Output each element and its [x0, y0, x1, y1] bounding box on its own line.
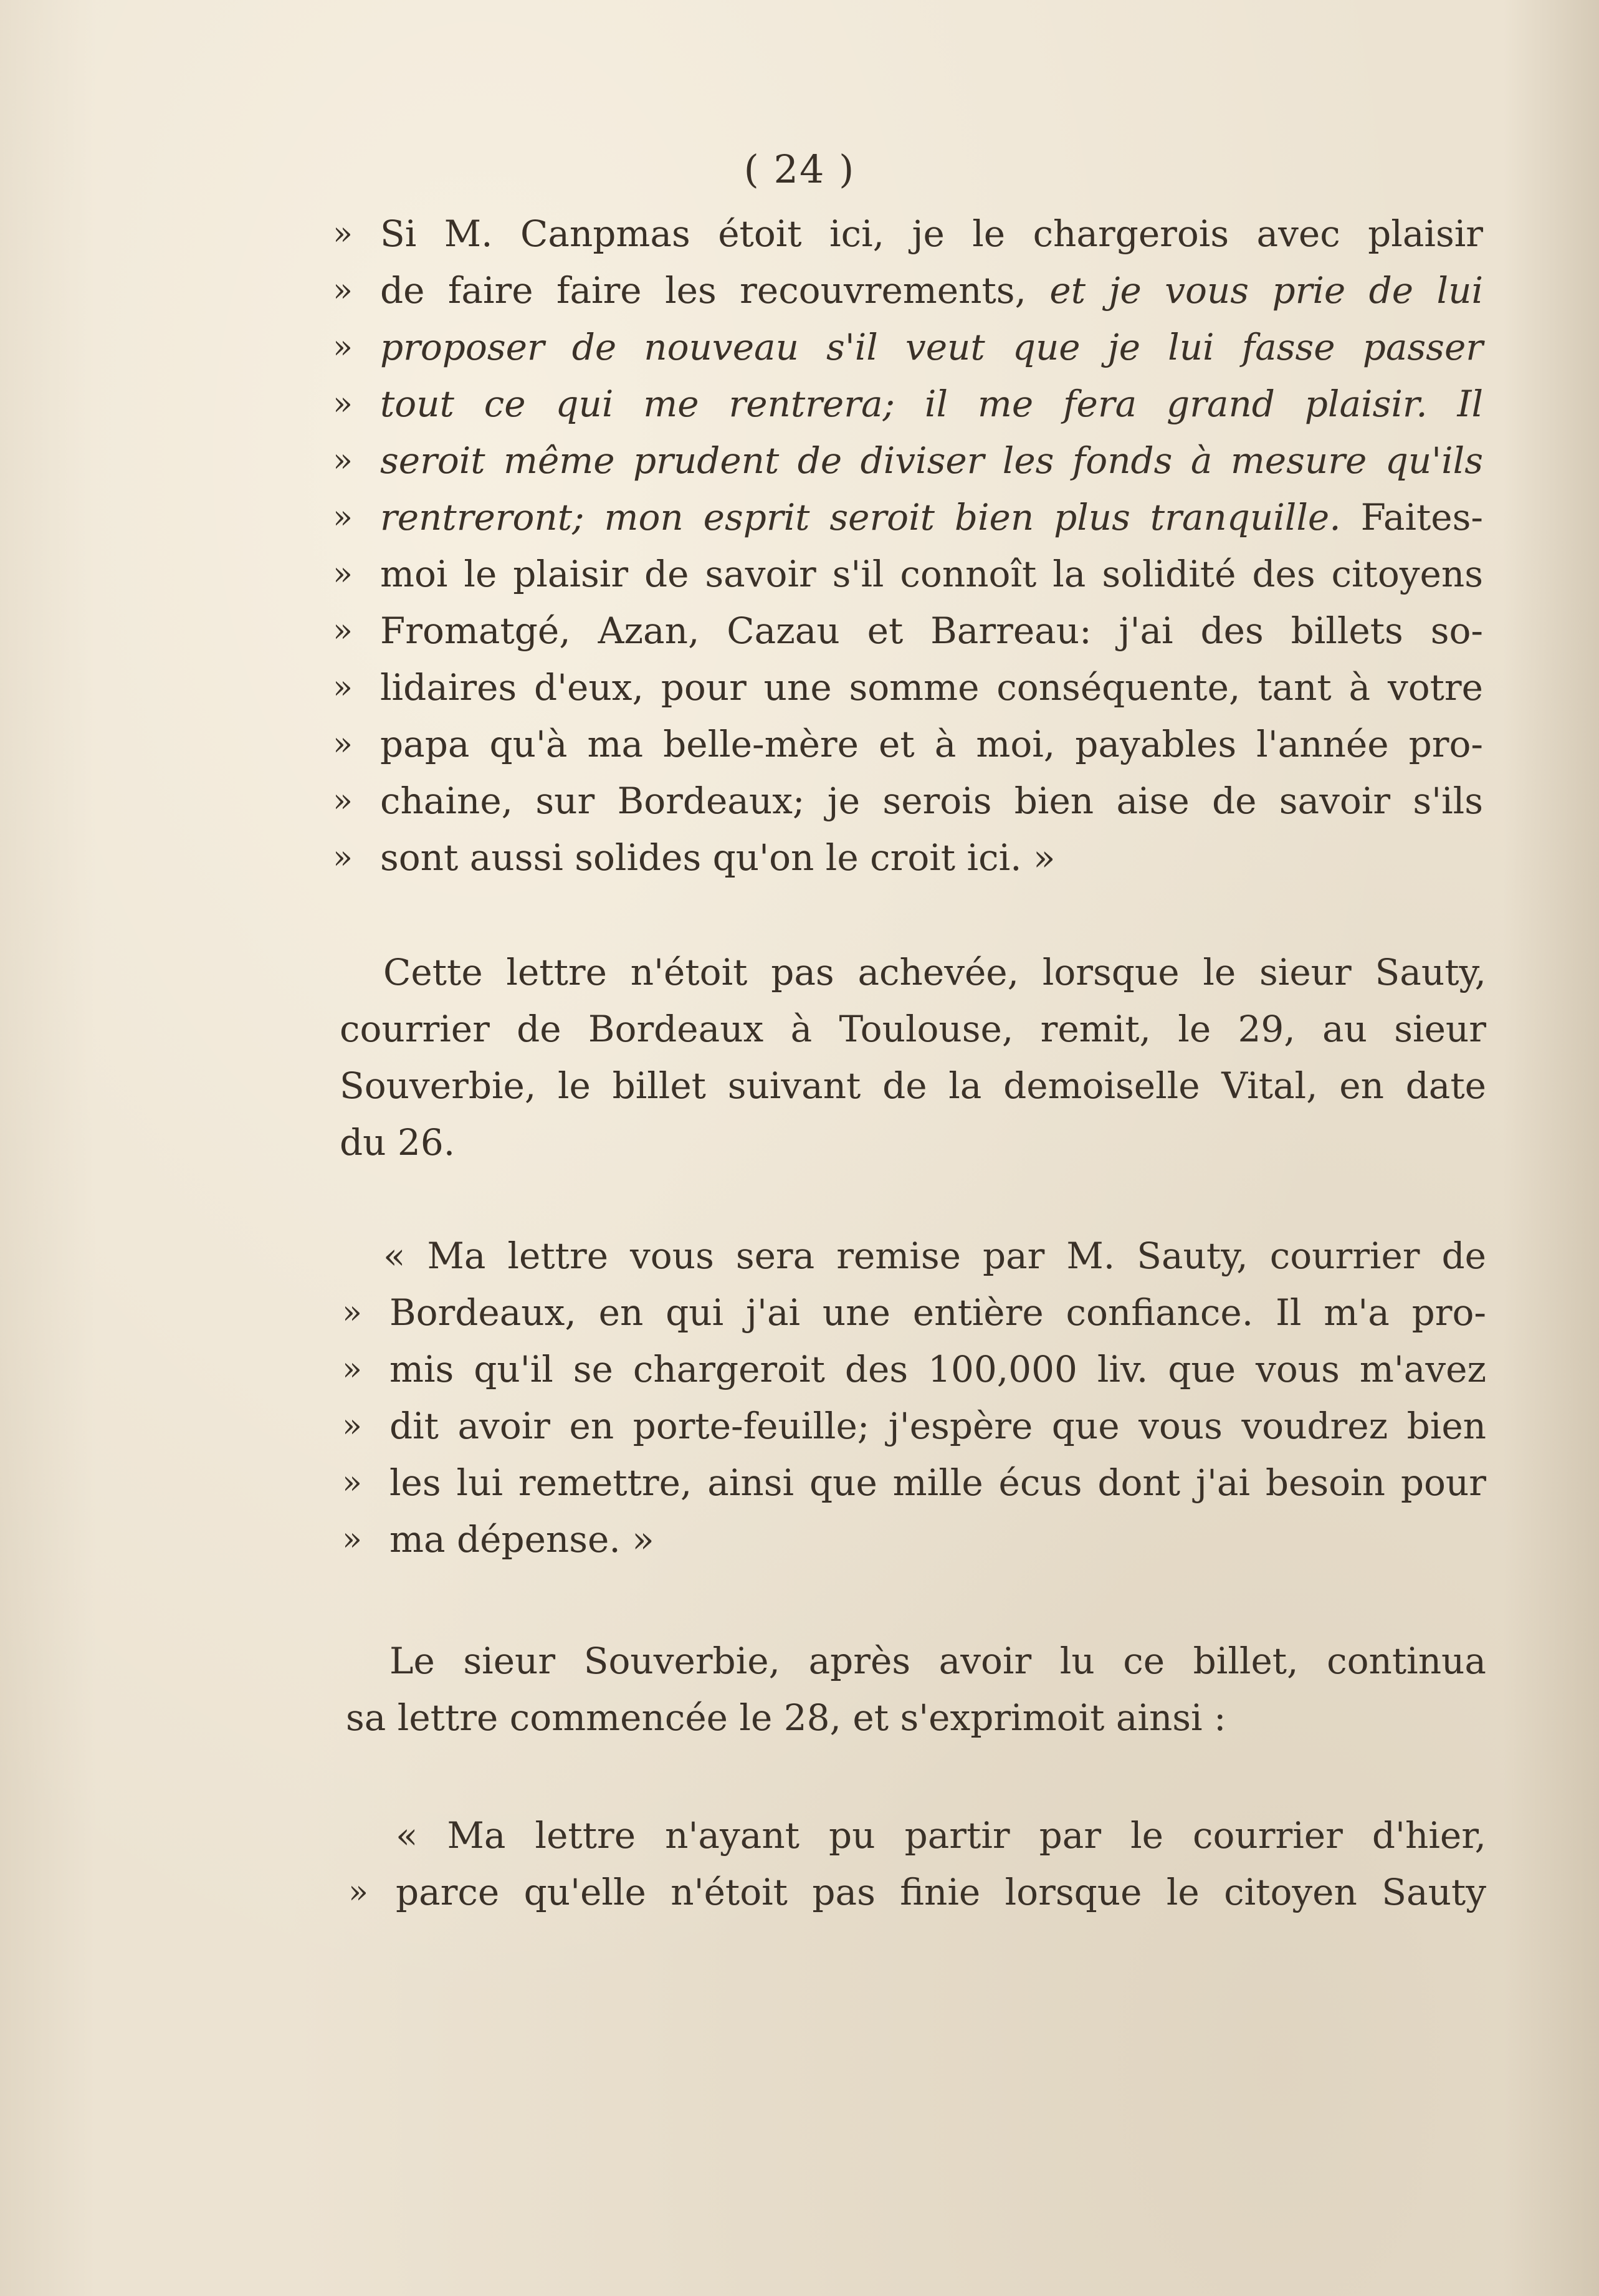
italic-segment: rentreront; mon esprit seroit bien plus tranquille.: [380, 496, 1341, 538]
guillemet: »: [333, 839, 353, 876]
guillemet: »: [333, 612, 353, 649]
roman-segment: Faites-: [1340, 496, 1483, 538]
quoted-letter-continuation: [333, 206, 1483, 886]
text-line: » sont aussi solides qu'on le croit ici. »: [380, 830, 1483, 886]
guillemet: »: [333, 272, 353, 309]
text-line: » Bordeaux, en qui j'ai une entière confiance. Il m'a pro-: [389, 1284, 1486, 1341]
text-line: Le sieur Souverbie, après avoir lu ce billet, continua: [389, 1640, 1486, 1682]
narrative-paragraph: [340, 944, 1486, 1171]
text-line: » chaine, sur Bordeaux; je serois bien aise de savoir s'ils: [380, 773, 1483, 830]
guillemet: »: [342, 1407, 362, 1445]
text-line: » dit avoir en porte-feuille; j'espère que vous voudrez bien: [389, 1398, 1486, 1455]
guillemet: »: [333, 499, 353, 536]
text-line: » ma dépense. »: [389, 1511, 1486, 1568]
text-line: » lidaires d'eux, pour une somme conséquente, tant à votre: [380, 659, 1483, 716]
guillemet: »: [333, 442, 353, 479]
quoted-note: [342, 1228, 1486, 1568]
roman-segment: de faire faire les recouvrements,: [380, 269, 1050, 312]
text-line: Cette lettre n'étoit pas achevée, lorsque le sieur Sauty,: [383, 951, 1486, 993]
text-line: » papa qu'à ma belle-mère et à moi, payables l'année pro-: [380, 716, 1483, 773]
italic-segment: et je vous prie de lui: [1049, 269, 1483, 312]
text-line: Souverbie, le billet suivant de la demoiselle Vital, en date: [340, 1064, 1486, 1107]
text-line: [333, 262, 1483, 319]
guillemet: »: [333, 725, 353, 763]
text-line: » moi le plaisir de savoir s'il connoît la solidité des citoyens: [380, 546, 1483, 603]
guillemet: »: [342, 1521, 362, 1558]
guillemet: »: [333, 669, 353, 706]
guillemet: »: [348, 1873, 368, 1911]
text-line: » parce qu'elle n'étoit pas finie lorsque le citoyen Sauty: [396, 1864, 1486, 1921]
narrative-paragraph: [346, 1633, 1486, 1746]
guillemet: »: [342, 1351, 362, 1388]
text-line: » mis qu'il se chargeroit des 100,000 liv. que vous m'avez: [389, 1341, 1486, 1398]
text-line: courrier de Bordeaux à Toulouse, remit, le 29, au sieur: [340, 1008, 1486, 1050]
text-line: » Fromatgé, Azan, Cazau et Barreau: j'ai des billets so-: [380, 603, 1483, 659]
text-line: » seroit même prudent de diviser les fonds à mesure qu'ils: [380, 433, 1483, 489]
guillemet: »: [342, 1294, 362, 1331]
guillemet: »: [333, 782, 353, 820]
guillemet: »: [342, 1464, 362, 1501]
guillemet: »: [333, 215, 353, 252]
guillemet: »: [333, 385, 353, 423]
text-line: « Ma lettre n'ayant pu partir par le courrier d'hier,: [396, 1814, 1486, 1857]
page-number: ( 24 ): [743, 146, 856, 192]
text-line: » les lui remettre, ainsi que mille écus dont j'ai besoin pour: [389, 1455, 1486, 1511]
text-line: [333, 489, 1483, 546]
guillemet: »: [333, 328, 353, 366]
text-line: » Si M. Canpmas étoit ici, je le chargerois avec plaisir: [380, 206, 1483, 262]
text-line: « Ma lettre vous sera remise par M. Sauty, courrier de: [383, 1235, 1486, 1277]
guillemet: »: [333, 555, 353, 593]
text-line: du 26.: [340, 1121, 456, 1164]
quoted-letter: [348, 1807, 1486, 1921]
text-line: » tout ce qui me rentrera; il me fera grand plaisir. Il: [380, 376, 1483, 433]
text-line: sa lettre commencée le 28, et s'exprimoit ainsi :: [346, 1696, 1226, 1739]
text-line: » proposer de nouveau s'il veut que je lui fasse passer: [380, 319, 1483, 376]
